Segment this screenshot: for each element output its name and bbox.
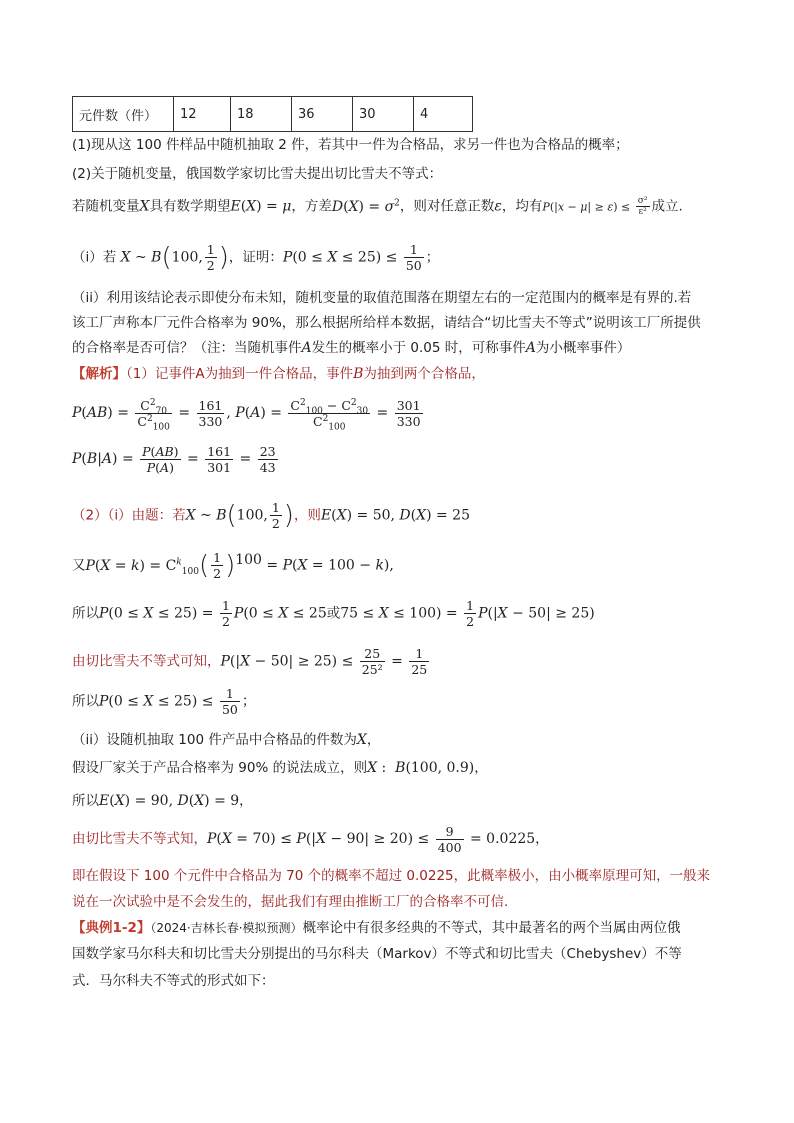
example-1-2-line2: 国数学家马尔科夫和切比雪夫分别提出的马尔科夫（Markov）不等式和切比雪夫（Chebyshev）不等: [72, 946, 682, 962]
chebyshev-condition: 若随机变量X具有数学期望E(X) = μ，方差$D(X) = \sigma^2$，则对任意正数ε，均有P(|x − μ| ≥ ε) ≤ $\frac{\text{σ²}}{\text{ε²}}$ 成立.: [72, 196, 683, 217]
table-cell: 18: [231, 97, 292, 132]
formula-p-ab: P(AB) = $\frac{C^2_{70}}{C^2_{100}}$ = $\frac{161}{330}$ , P(A) = $\frac{C^2_{100} - C^2_{30}}{C^2_{100}}$ = $\frac{301}{330}$: [72, 397, 421, 432]
sub-question-ii-line3: 的合格率是否可信？（注：当随机事件A发生的概率小于 0.05 时，可称事件A为小概率事件）: [72, 340, 631, 356]
table-cell: 30: [353, 97, 414, 132]
solution-result-i: 所以P(0 ≤ X ≤ 25) ≤ $\frac{1}{50}$ ；: [72, 686, 256, 717]
solution-2i-intro: （2）（i）由题：若X ~ B(100, $\frac{1}{2}$ )，则E(X) = 50, D(X) = 25: [72, 500, 471, 531]
solution-ii-a: （ii）设随机抽取 100 件产品中合格品的件数为X，: [72, 732, 381, 748]
solution-ii-c: 所以E(X) = 90, D(X) = 9，: [72, 793, 253, 809]
solution-ii-b: 假设厂家关于产品合格率为 90% 的说法成立，则X : B(100, 0.9)，: [72, 760, 488, 776]
sub-question-i: （i）若 X ~ B(100, $\frac{1}{2}$ )，证明：P(0 ≤ X ≤ 25) ≤ $\frac{1}{50}$ ；: [72, 242, 440, 273]
table-cell: 12: [174, 97, 231, 132]
component-count-table: [72, 96, 473, 132]
solution-symmetry: 又$P(X = k) = C^k_{100}$( $\frac{1}{2}$ )$^{100}$ = P(X = 100 − k),: [72, 550, 394, 581]
solution-cheb-1: 由切比雪夫不等式可知，P(|X − 50| ≥ 25) ≤ $\frac{25}{\text{25²}}$ = $\frac{1}{25}$: [72, 646, 428, 677]
example-1-2-line3: 式．马尔科夫不等式的形式如下：: [72, 973, 275, 989]
solution-tag: 【解析】: [72, 366, 126, 382]
example-1-2-line1: 【典例1-2】（2024·吉林长春·模拟预测）概率论中有很多经典的不等式，其中最著名的两个当属由两位俄: [72, 920, 681, 936]
conclusion-line1: 即在假设下 100 个元件中合格品为 70 个的概率不超过 0.0225，此概率极小，由小概率原理可知，一般来: [72, 868, 711, 884]
table-header-cell: 元件数（件）: [73, 97, 174, 132]
table-row: [73, 97, 473, 132]
solution-ii-d: 由切比雪夫不等式知，P(X = 70) ≤ P(|X − 90| ≥ 20) ≤ $\frac{9}{400}$ = 0.0225，: [72, 823, 549, 855]
sub-question-ii-line1: （ii）利用该结论表示即使分布未知，随机变量的取值范围落在期望左右的一定范围内的概率是有界的.若: [72, 290, 692, 306]
sub-question-ii-line2: 该工厂声称本厂元件合格率为 90%，那么根据所给样本数据，请结合“切比雪夫不等式”说明该工厂所提供: [72, 315, 701, 331]
table-cell: 4: [414, 97, 473, 132]
table-cell: 36: [292, 97, 353, 132]
question-2: (2)关于随机变量，俄国数学家切比雪夫提出切比雪夫不等式：: [72, 166, 443, 182]
question-1: (1)现从这 100 件样品中随机抽取 2 件，若其中一件为合格品，求另一件也为合格品的概率；: [72, 137, 629, 153]
solution-intro: 【解析】（1）记事件A为抽到一件合格品，事件B为抽到两个合格品，: [72, 366, 485, 382]
solution-sum: 所以P(0 ≤ X ≤ 25) = $\frac{1}{2}$ P(0 ≤ X ≤ 25或75 ≤ X ≤ 100) = $\frac{1}{2}$ P(|X − 50| ≥ 25): [72, 598, 595, 629]
conclusion-line2: 说在一次试验中是不会发生的，据此我们有理由推断工厂的合格率不可信.: [72, 894, 509, 910]
example-tag: 【典例1-2】: [72, 920, 151, 936]
formula-conditional: P(B|A) = $\frac{P(AB)}{P(A)}$ = $\frac{161}{301}$ = $\frac{23}{43}$: [72, 443, 276, 475]
